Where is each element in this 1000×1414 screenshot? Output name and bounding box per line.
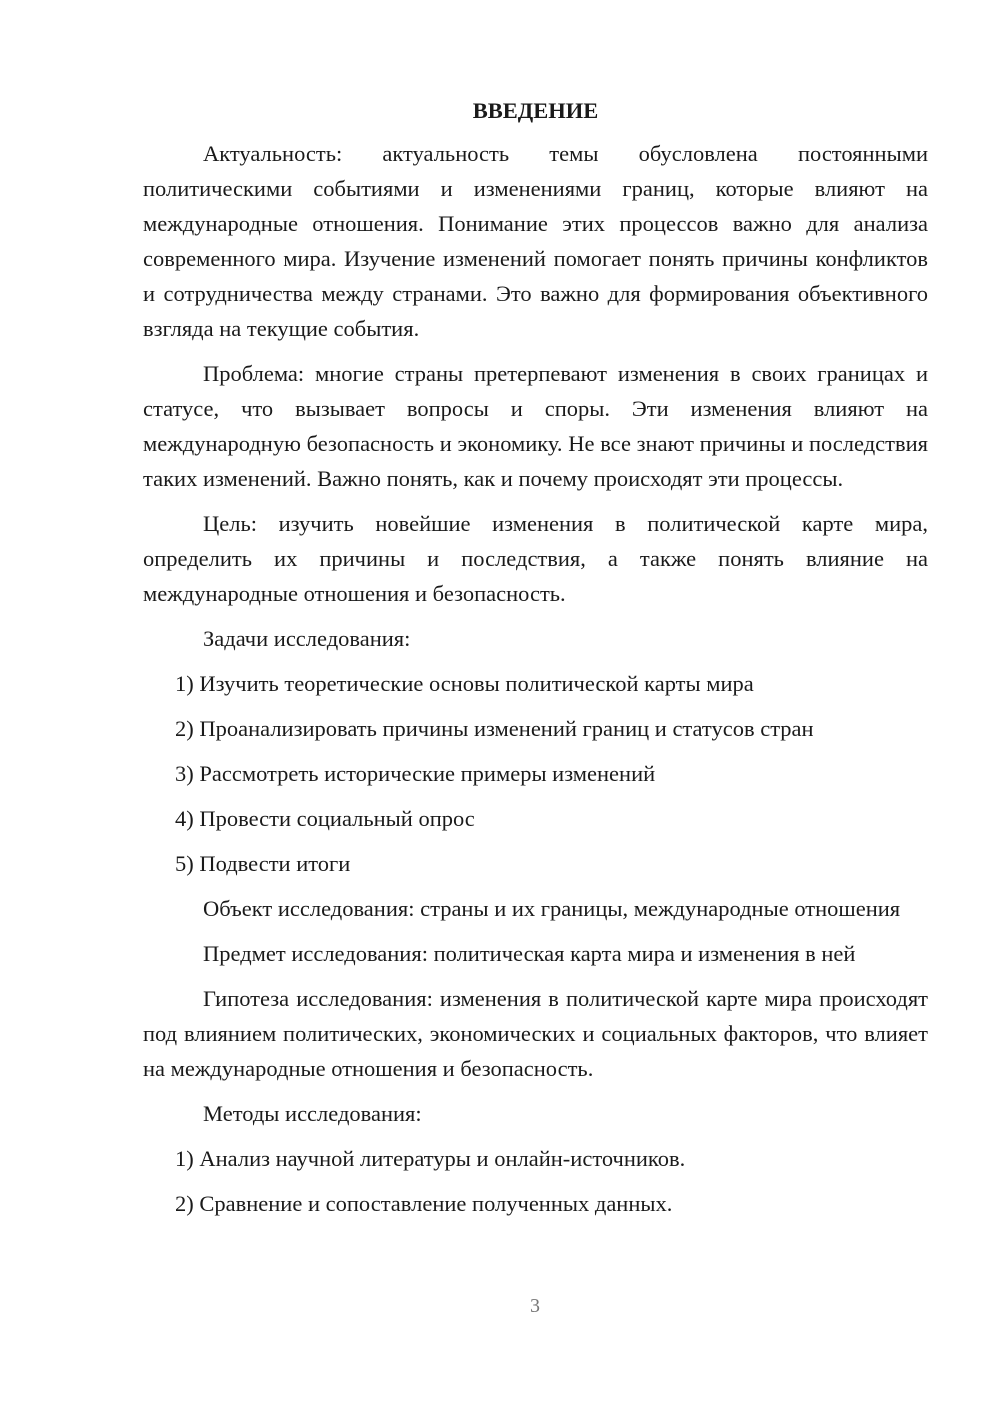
relevance-paragraph: Актуальность: актуальность темы обусловлена постоянными политическими событиями и изменениями границ, которые влияют на международные отношения. Понимание этих процессов важно для анализа современного мира. Изучение изменений помогает понять причины конфликтов и сотрудничества между странами. Это важно для формирования объективного взгляда на текущие события. — [143, 141, 928, 341]
task-item: 5) Подвести итоги — [175, 851, 351, 876]
task-item: 3) Рассмотреть исторические примеры изменений — [175, 761, 656, 786]
problem-paragraph: Проблема: многие страны претерпевают изменения в своих границах и статусе, что вызывает вопросы и споры. Эти изменения влияют на международную безопасность и экономику. Не все знают причины и последствия таких изменений. Важно понять, как и почему происходят эти процессы. — [143, 361, 928, 491]
task-item: 1) Изучить теоретические основы политической карты мира — [175, 671, 754, 696]
method-item: 2) Сравнение и сопоставление полученных данных. — [175, 1191, 673, 1216]
page-number: 3 — [530, 1295, 540, 1317]
method-item: 1) Анализ научной литературы и онлайн-источников. — [175, 1146, 686, 1171]
goal-paragraph: Цель: изучить новейшие изменения в политической карте мира, определить их причины и последствия, а также понять влияние на международные отношения и безопасность. — [143, 511, 928, 606]
methods-label: Методы исследования: — [203, 1101, 422, 1126]
tasks-label: Задачи исследования: — [203, 626, 411, 651]
section-title: ВВЕДЕНИЕ — [472, 98, 599, 123]
task-item: 4) Провести социальный опрос — [175, 806, 475, 831]
hypothesis-paragraph: Гипотеза исследования: изменения в политической карте мира происходят под влиянием политических, экономических и социальных факторов, что влияет на международные отношения и безопасность. — [143, 986, 928, 1081]
object-paragraph: Объект исследования: страны и их границы, международные отношения — [203, 896, 901, 921]
document-page — [143, 96, 928, 1231]
subject-paragraph: Предмет исследования: политическая карта мира и изменения в ней — [203, 941, 856, 966]
task-item: 2) Проанализировать причины изменений границ и статусов стран — [175, 716, 814, 741]
